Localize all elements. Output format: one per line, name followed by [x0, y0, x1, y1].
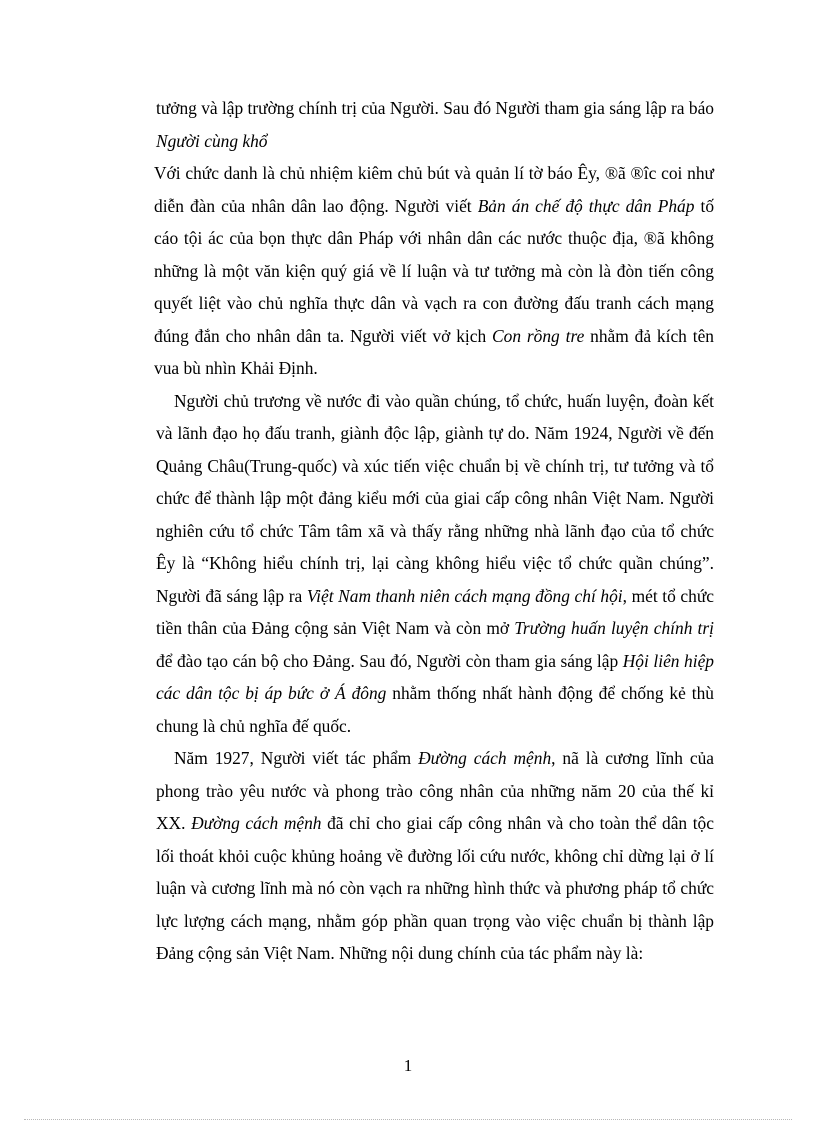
text-run: đã chỉ cho giai cấp công nhân và cho toàn thể dân tộc lối thoát khỏi cuộc khủng hoảng về đường lối cứu nước, không chỉ dừng lại ở lí luận và cương lĩnh mà nó còn vạch ra những hình thức và phương pháp tổ chức lực lượng cách mạng, nhằm góp phần quan trọng vào việc chuẩn bị thành lập Đảng cộng sản Việt Nam. Những nội dung chính của tác phẩm này là: — [156, 813, 714, 963]
paragraph-1 — [156, 92, 714, 157]
text-run: nhằm đả kích tên vua bù nhìn Khải Định. — [154, 325, 714, 378]
page-number: 1 — [403, 1056, 413, 1075]
work-title: Đường cách mệnh — [418, 748, 552, 768]
organization-name: Trường huấn luyện chính trị — [514, 618, 714, 638]
work-title: Đường cách mệnh — [191, 813, 322, 833]
text-run: Năm 1927, Người viết tác phẩm — [174, 748, 419, 768]
text-run: tưởng và lập trường chính trị của Người. Sau đó Người tham gia sáng lập ra báo — [156, 98, 714, 118]
paragraph-3 — [156, 385, 714, 743]
work-title: Con rồng tre — [492, 325, 585, 346]
work-title: Bản án chế độ thực dân Pháp — [477, 195, 695, 216]
text-run: để đào tạo cán bộ cho Đảng. Sau đó, Người còn tham gia sáng lập — [156, 650, 623, 671]
text-run: Người chủ trương về nước đi vào quần chúng, tổ chức, huấn luyện, đoàn kết và lãnh đạo họ đấu tranh, giành độc lập, giành tự do. Năm 1924, Người về đến Quảng Châu(Trung-quốc) và xúc tiến việc chuẩn bị về chính trị, tư tưởng và tổ chức để thành lập một đảng kiểu mới của giai cấp công nhân Việt Nam. Người nghiên cứu tổ chức Tâm tâm xã và thấy rằng những nhà lãnh đạo của tổ chức Êy là “Không hiểu chính trị, lại càng không hiểu việc tổ chức quần chúng”. Người đã sáng lập ra — [156, 390, 714, 606]
paragraph-2 — [154, 157, 714, 385]
text-run: , mét tổ chức tiền thân của Đảng cộng sản Việt Nam và còn mở — [156, 585, 714, 638]
text-run: , nã là cương lĩnh của phong trào yêu nước và phong trào công nhân của những năm 20 của thế kỉ XX. — [156, 748, 714, 833]
organization-name: Hội liên hiệp các dân tộc bị áp bức ở Á đông — [156, 650, 714, 703]
text-run: nhằm thống nhất hành động để chống kẻ thù chung là chủ nghĩa đế quốc. — [156, 683, 714, 736]
publication-title: Người cùng khổ — [156, 130, 268, 151]
text-run: tố cáo tội ác của bọn thực dân Pháp với nhân dân các nước thuộc địa, ®ã không những là một văn kiện quý giá về lí luận và tư tưởng mà còn là đòn tiến công quyết liệt vào chủ nghĩa thực dân và vạch ra con đường đấu tranh cách mạng đúng đắn cho nhân dân ta. Người viết vở kịch — [154, 195, 715, 346]
paragraph-4 — [156, 742, 714, 970]
text-run: Với chức danh là chủ nhiệm kiêm chủ bút và quản lí tờ báo Êy, ®ã ®îc coi như diễn đàn của nhân dân lao động. Người viết — [154, 163, 714, 216]
organization-name: Việt Nam thanh niên cách mạng đồng chí hội — [306, 585, 623, 606]
page-bottom-divider — [24, 1119, 792, 1120]
page-body — [156, 92, 714, 970]
